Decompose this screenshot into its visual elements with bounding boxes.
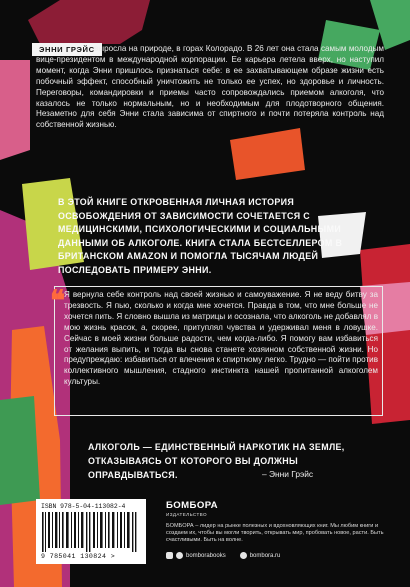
pull-quote: АЛКОГОЛЬ — ЕДИНСТВЕННЫЙ НАРКОТИК НА ЗЕМЛЕ, ОТКАЗЫВАЯСЬ ОТ КОТОРОГО ВЫ ДОЛЖНЫ ОПРАВДЫВАТЬСЯ. bbox=[88, 442, 345, 480]
vk-icon bbox=[166, 552, 173, 559]
book-lead-text: В ЭТОЙ КНИГЕ ОТКРОВЕННАЯ ЛИЧНАЯ ИСТОРИЯ ОСВОБОЖДЕНИЯ ОТ ЗАВИСИМОСТИ СОЧЕТАЕТСЯ С МЕДИЦИНСКИМИ, ПСИХОЛОГИЧЕСКИМИ И СОЦИАЛЬНЫМИ ДАННЫМИ ОБ АЛКОГОЛЕ. КНИГА СТАЛА БЕСТСЕЛЛЕРОМ В БРИТАНСКОМ AMAZON И ПОМОГЛА ТЫСЯЧАМ ЛЮДЕЙ ПОСЛЕДОВАТЬ ПРИМЕРУ ЭННИ. bbox=[58, 197, 343, 275]
website-link[interactable] bbox=[240, 552, 281, 559]
author-bio-text: выросла на природе, в горах Колорадо. В 26 лет она стала самым молодым вице-президентом в международной корпорации. Ее карьера летела вверх, но наступил момент, когда Энни пришлось признаться себе: в ее захватывающем образе жизни есть побочный эффект, способный уничтожить не только ее успех, но здоровье и личность. Переговоры, командировки и приемы часто сопровождались приемом алкоголя, что казалось не только нормальным, но и необходимым для плодотворного общения. Незаметно для себя Энни стала зависима от спиртного и почти потеряла контроль над собственной жизнью. bbox=[36, 44, 384, 130]
publisher-description: БОМБОРА – лидер на рынке полезных и вдохновляющих книг. Мы любим книги и создаем их, чтобы вы могли творить, открывать мир, пробовать новое, расти. Быть счастливыми. Быть на волне. bbox=[166, 523, 384, 543]
publisher-subtitle: ИЗДАТЕЛЬСТВО bbox=[166, 512, 207, 517]
barcode-number: 9 785041 130824 > bbox=[41, 553, 116, 560]
pull-quote-author: – Энни Грэйс bbox=[262, 469, 314, 479]
publisher-social-links bbox=[166, 552, 388, 559]
publisher-logo: БОМБОРА bbox=[166, 500, 218, 511]
pink-bottle-neck-shape bbox=[0, 60, 30, 160]
social-link-vk[interactable] bbox=[166, 552, 226, 559]
green-glass-shape bbox=[0, 396, 40, 505]
instagram-icon bbox=[176, 552, 183, 559]
isbn-label: ISBN 978-5-04-113082-4 bbox=[41, 503, 126, 510]
barcode-icon bbox=[42, 512, 140, 552]
author-bio bbox=[36, 44, 384, 131]
author-quote: Я вернула себе контроль над своей жизнью и самоуважение. Я не веду битву за трезвость. Я пью, сколько и когда мне хочется. Правда в том, что мне больше не хочется пить. Я словно вышла из матрицы и осознала, что алкоголь не добавлял в мою жизнь красок, а, скорее, притуплял чувства и удерживал меня в ловушке. Сейчас в моей жизни больше радости, чем когда-либо. Я помогу вам избавиться от желания выпить, и тогда вы снова станете хозяином собственной жизни. Но предупреждаю: избавиться от влечения к спиртному легко. Трудно — пойти против коллективного мышления, стадного инстинкта нашей пропитанной алкоголем культуры. bbox=[64, 290, 378, 387]
red-bottle-shape bbox=[28, 0, 150, 44]
red-block-shape bbox=[230, 128, 305, 180]
author-name-tag: ЭННИ ГРЭЙС bbox=[32, 43, 102, 56]
social-handle: bomborabooks bbox=[186, 552, 226, 559]
website-url: bombora.ru bbox=[249, 552, 281, 559]
globe-icon bbox=[240, 552, 247, 559]
quote-mark-icon: ❝ bbox=[50, 284, 66, 317]
